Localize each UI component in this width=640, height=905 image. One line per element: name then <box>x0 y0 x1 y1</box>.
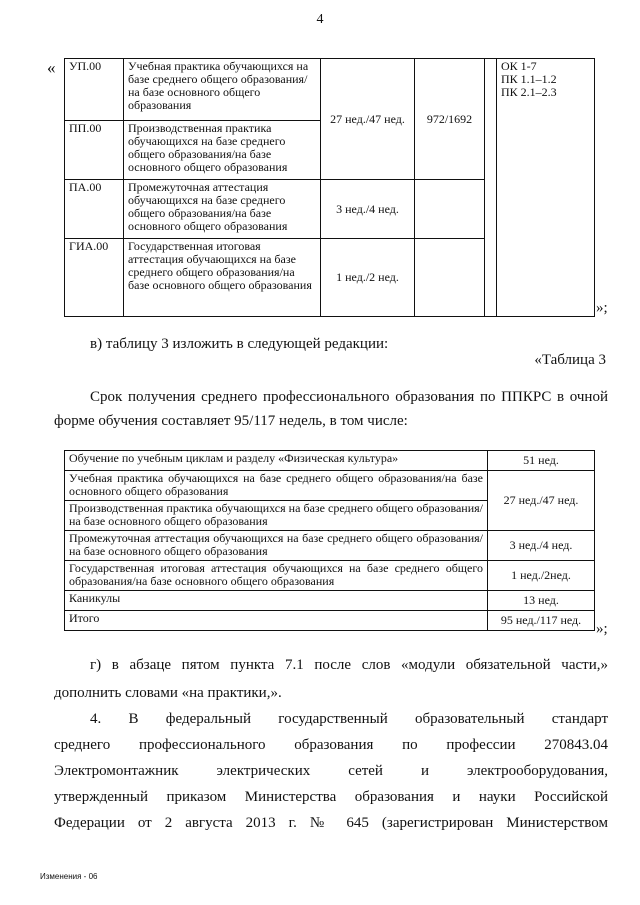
row-value: 1 нед./2нед. <box>488 561 595 591</box>
paragraph-term-line: форме обучения составляет 95/117 недель, в том числе: <box>54 413 408 429</box>
row-text: Каникулы <box>65 591 488 611</box>
table-caption: «Таблица 3 <box>534 352 606 368</box>
paragraph-g-line: г) в абзаце пятом пункта 7.1 после слов «модули обязательной части,» <box>90 657 608 673</box>
row-text: Обучение по учебным циклам и разделу «Физическая культура» <box>65 451 488 471</box>
competencies-cell <box>497 59 595 317</box>
empty-cell <box>415 239 485 317</box>
row-value: 95 нед./117 нед. <box>488 611 595 631</box>
row-weeks: 1 нед./2 нед. <box>321 239 415 317</box>
competency: ПК 1.1–1.2 <box>501 72 557 86</box>
paragraph-g-line: дополнить словами «на практики,». <box>54 685 282 701</box>
table-row <box>65 471 595 501</box>
row-text: Государственная итоговая аттестация обучающихся на базе среднего общего образования/на базе основного общего образования <box>124 239 321 317</box>
row-text: Учебная практика обучающихся на базе среднего общего образования/на базе основного общего образования <box>65 471 488 501</box>
competency: ОК 1-7 <box>501 59 537 73</box>
row-text: Промежуточная аттестация обучающихся на базе среднего общего образования/на базе основного общего образования <box>65 531 488 561</box>
table-row <box>65 591 595 611</box>
paragraph-4-line: утвержденный приказом Министерства образования и науки Российской <box>54 789 608 805</box>
paragraph-4-line: Федерации от 2 августа 2013 г. № 645 (зарегистрирован Министерством <box>54 815 608 831</box>
row-value: 13 нед. <box>488 591 595 611</box>
closing-quote: »; <box>596 621 608 637</box>
row-code: ГИА.00 <box>65 239 124 317</box>
closing-quote: »; <box>596 300 608 316</box>
paragraph-4-line: Электромонтажник электрических сетей и электрооборудования, <box>54 763 608 779</box>
row-text: Производственная практика обучающихся на базе среднего общего образования/на базе основного общего образования <box>65 501 488 531</box>
paragraph-4-line: 4. В федеральный государственный образовательный стандарт <box>90 711 608 727</box>
row-text: Итого <box>65 611 488 631</box>
practice-table <box>64 58 595 317</box>
row-code: ПП.00 <box>65 121 124 180</box>
table-row <box>65 531 595 561</box>
paragraph-v: в) таблицу 3 изложить в следующей редакции: <box>90 336 389 352</box>
footer-label: Изменения - 06 <box>40 872 98 881</box>
table-row <box>65 59 595 121</box>
row-text: Государственная итоговая аттестация обучающихся на базе среднего общего образования/на базе основного общего образования <box>65 561 488 591</box>
row-code: УП.00 <box>65 59 124 121</box>
merged-weeks-cell: 27 нед./47 нед. <box>321 59 415 180</box>
row-text: Учебная практика обучающихся на базе среднего общего образования/на базе основного общего образования <box>124 59 321 121</box>
row-weeks: 3 нед./4 нед. <box>321 180 415 239</box>
row-text: Производственная практика обучающихся на базе среднего общего образования/на базе основного общего образования <box>124 121 321 180</box>
table-row <box>65 611 595 631</box>
table-3 <box>64 450 595 631</box>
merged-hours-cell: 972/1692 <box>415 59 485 180</box>
row-value: 3 нед./4 нед. <box>488 531 595 561</box>
row-value: 27 нед./47 нед. <box>488 471 595 531</box>
row-value: 51 нед. <box>488 451 595 471</box>
competency: ПК 2.1–2.3 <box>501 85 557 99</box>
empty-cell <box>485 59 497 317</box>
page-number: 4 <box>316 12 324 27</box>
table-row <box>65 561 595 591</box>
table-row <box>65 451 595 471</box>
row-code: ПА.00 <box>65 180 124 239</box>
paragraph-term-line: Срок получения среднего профессионального образования по ППКРС в очной <box>90 389 608 405</box>
empty-cell <box>415 180 485 239</box>
paragraph-4-line: среднего профессионального образования по профессии 270843.04 <box>54 737 608 753</box>
opening-quote: « <box>47 58 56 77</box>
row-text: Промежуточная аттестация обучающихся на базе среднего общего образования/на базе основного общего образования <box>124 180 321 239</box>
